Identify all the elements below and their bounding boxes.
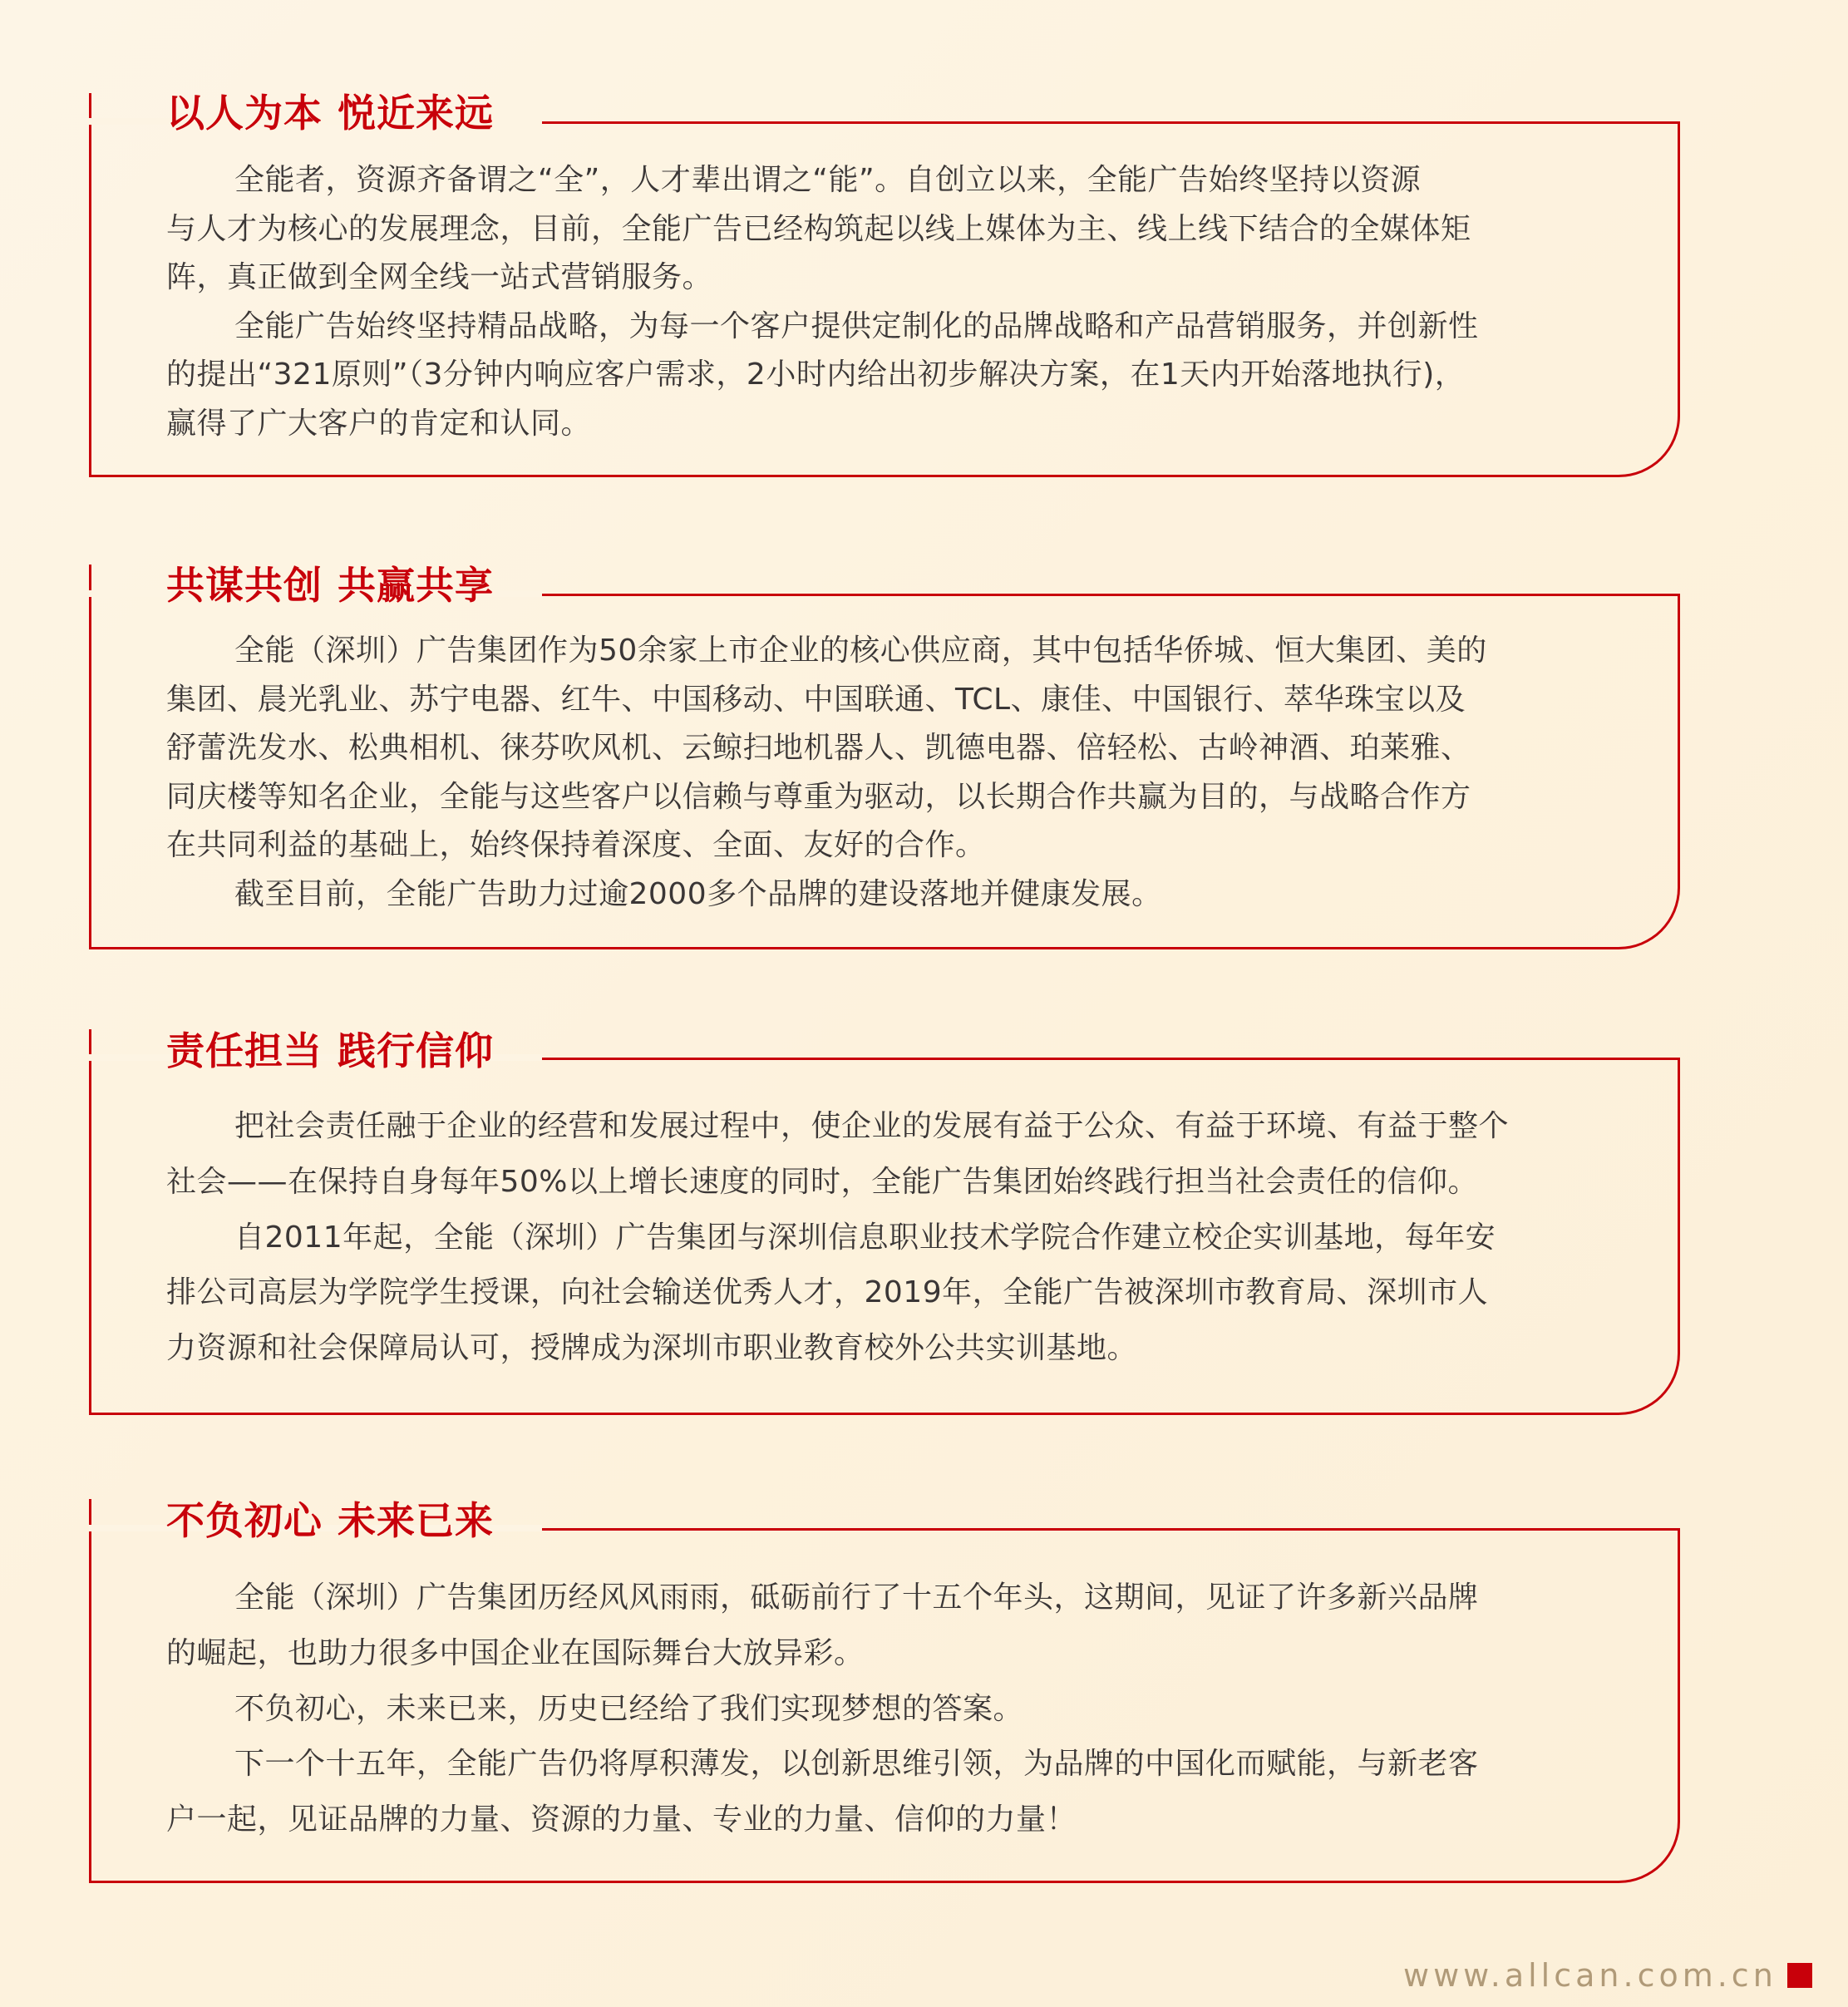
text-line: 舒蕾洗发水、松典相机、徕芬吹风机、云鲸扫地机器人、凯德电器、倍轻松、古岭神酒、珀莱雅、: [166, 731, 1471, 765]
section-original-aspiration: [89, 1499, 1680, 1883]
text-line: 力资源和社会保障局认可，授牌成为深圳市职业教育校外公共实训基地。: [166, 1331, 1138, 1366]
title-part-1: 以人为本: [166, 91, 323, 136]
paragraph: [166, 627, 1613, 870]
paragraph: [166, 1682, 1613, 1738]
paragraph: [166, 303, 1613, 449]
section-co-creation: [89, 565, 1680, 949]
text-line: 阵，真正做到全网全线一站式营销服务。: [166, 260, 713, 294]
section-title: [166, 91, 494, 135]
title-part-2: 悦近来远: [338, 91, 494, 136]
section-body: [166, 627, 1613, 919]
paragraph: [166, 156, 1613, 303]
section-responsibility: [89, 1029, 1680, 1415]
title-part-1: 共谋共创: [166, 563, 323, 608]
website-link[interactable]: www.allcan.com.cn: [1403, 1957, 1777, 1994]
text-line: 集团、晨光乳业、苏宁电器、红牛、中国移动、中国联通、TCL、康佳、中国银行、萃华珠宝以及: [166, 682, 1466, 717]
section-body: [166, 1099, 1613, 1377]
text-line: 截至目前，全能广告助力过逾2000多个品牌的建设落地并健康发展。: [234, 876, 1162, 911]
paragraph: [166, 1099, 1613, 1211]
section-title: [166, 1499, 494, 1542]
text-line: 把社会责任融于企业的经营和发展过程中，使企业的发展有益于公众、有益于环境、有益于整个: [234, 1109, 1510, 1143]
paragraph: [166, 1211, 1613, 1377]
red-square-icon: [1787, 1963, 1812, 1988]
text-line: 全能广告始终坚持精品战略，为每一个客户提供定制化的品牌战略和产品营销服务，并创新性: [234, 308, 1479, 343]
text-line: 户一起，见证品牌的力量、资源的力量、专业的力量、信仰的力量！: [166, 1802, 1077, 1837]
section-body: [166, 1571, 1613, 1848]
section-title: [166, 1029, 494, 1073]
text-line: 全能（深圳）广告集团作为50余家上市企业的核心供应商，其中包括华侨城、恒大集团、美的: [234, 634, 1487, 668]
text-line: 社会——在保持自身每年50%以上增长速度的同时，全能广告集团始终践行担当社会责任的信仰。: [166, 1164, 1479, 1199]
text-line: 全能（深圳）广告集团历经风风雨雨，砥砺前行了十五个年头，这期间，见证了许多新兴品牌: [234, 1580, 1479, 1615]
title-part-1: 不负初心: [166, 1498, 323, 1543]
title-part-1: 责任担当: [166, 1028, 323, 1073]
text-line: 同庆楼等知名企业，全能与这些客户以信赖与尊重为驱动，以长期合作共赢为目的，与战略合作方: [166, 779, 1471, 814]
title-part-2: 践行信仰: [338, 1028, 494, 1073]
paragraph: [166, 1571, 1613, 1682]
text-line: 赢得了广大客户的肯定和认同。: [166, 406, 592, 441]
text-line: 自2011年起，全能（深圳）广告集团与深圳信息职业技术学院合作建立校企实训基地，每年安: [234, 1220, 1496, 1255]
paragraph: [166, 1737, 1613, 1848]
footer: [1403, 1955, 1812, 1995]
title-part-2: 未来已来: [338, 1498, 494, 1543]
text-line: 与人才为核心的发展理念，目前，全能广告已经构筑起以线上媒体为主、线上线下结合的全媒体矩: [166, 211, 1471, 246]
title-part-2: 共赢共享: [338, 563, 494, 608]
section-body: [166, 156, 1613, 448]
text-line: 在共同利益的基础上，始终保持着深度、全面、友好的合作。: [166, 828, 986, 862]
text-line: 不负初心，未来已来，历史已经给了我们实现梦想的答案。: [234, 1691, 1024, 1726]
text-line: 的提出“321原则”（3分钟内响应客户需求，2小时内给出初步解决方案，在1天内开始落地执行)，: [166, 358, 1466, 392]
text-line: 下一个十五年，全能广告仍将厚积薄发，以创新思维引领，为品牌的中国化而赋能，与新老客: [234, 1747, 1479, 1782]
section-people-oriented: [89, 93, 1680, 477]
section-title: [166, 564, 494, 607]
text-line: 排公司高层为学院学生授课，向社会输送优秀人才，2019年，全能广告被深圳市教育局、深圳市人: [166, 1275, 1489, 1310]
paragraph: [166, 870, 1613, 920]
text-line: 全能者，资源齐备谓之“全”，人才辈出谓之“能”。自创立以来，全能广告始终坚持以资源: [234, 163, 1422, 197]
text-line: 的崛起，也助力很多中国企业在国际舞台大放异彩。: [166, 1635, 865, 1670]
